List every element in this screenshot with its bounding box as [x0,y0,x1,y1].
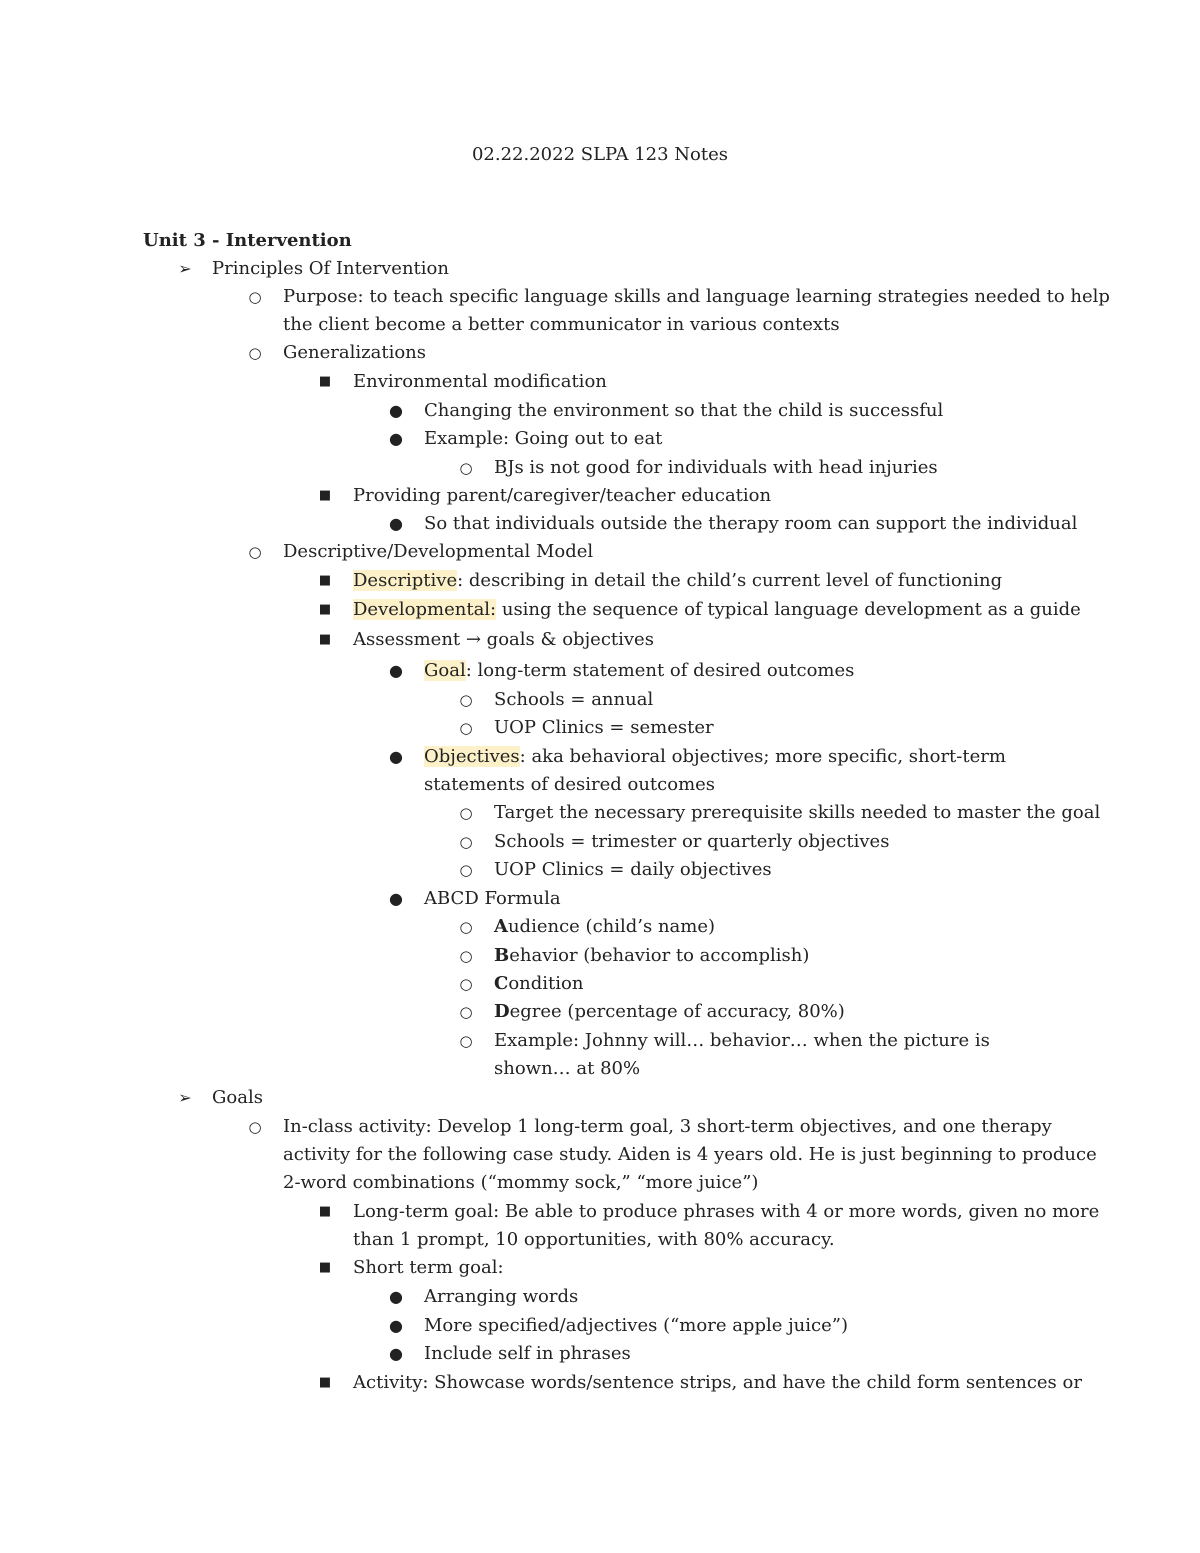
list-item-objectives-cont: statements of desired outcomes [424,774,716,795]
list-item-more-specified: More specified/adjectives (“more apple juice”) [424,1315,848,1336]
circle-bullet-icon: ○ [248,344,262,362]
dot-bullet-icon: ● [389,661,403,680]
list-item-so-that: So that individuals outside the therapy room can support the individual [424,513,1078,534]
dot-bullet-icon: ● [389,401,403,420]
list-item-env-mod: Environmental modification [353,371,607,392]
list-item-parent-ed: Providing parent/caregiver/teacher education [353,485,772,506]
list-item-goal [424,658,854,684]
list-item-developmental [353,597,1081,623]
highlighted-term: Objectives [424,746,520,767]
definition-text: using the sequence of typical language development as a guide [496,599,1081,620]
dot-bullet-icon: ● [389,747,403,766]
dot-bullet-icon: ● [389,889,403,908]
square-bullet-icon: ■ [318,602,332,617]
list-item-degree [494,999,845,1025]
square-bullet-icon: ■ [318,488,332,503]
square-bullet-icon: ■ [318,632,332,647]
list-item-arranging: Arranging words [424,1286,579,1307]
circle-bullet-icon: ○ [459,719,473,737]
circle-bullet-icon: ○ [248,288,262,306]
document-title: 02.22.2022 SLPA 123 Notes [471,144,729,165]
list-item-principles: Principles Of Intervention [212,258,449,279]
list-item-descriptive [353,568,1002,594]
list-item-example-johnny: Example: Johnny will… behavior… when the picture is [494,1030,990,1051]
list-item-purpose-cont: the client become a better communicator in various contexts [283,314,840,335]
unit-heading: Unit 3 - Intervention [143,230,352,251]
square-bullet-icon: ■ [318,1375,332,1390]
dot-bullet-icon: ● [389,514,403,533]
circle-bullet-icon: ○ [459,947,473,965]
list-item-short-term-goal: Short term goal: [353,1257,504,1278]
definition-text: : long-term statement of desired outcomes [465,660,855,681]
dot-bullet-icon: ● [389,1344,403,1363]
list-item-inclass: In-class activity: Develop 1 long-term goal, 3 short-term objectives, and one therapy [283,1116,1052,1137]
circle-bullet-icon: ○ [459,1032,473,1050]
list-item-example-johnny-cont: shown… at 80% [494,1058,641,1079]
list-item-bjs: BJs is not good for individuals with head injuries [494,457,938,478]
definition-text: : describing in detail the child’s current level of functioning [457,570,1003,591]
list-item-schools-trimester: Schools = trimester or quarterly objectives [494,831,890,852]
list-item-long-term-goal: Long-term goal: Be able to produce phrases with 4 or more words, given no more [353,1201,1100,1222]
list-item-changing-env: Changing the environment so that the child is successful [424,400,944,421]
list-item-uop-daily: UOP Clinics = daily objectives [494,859,772,880]
list-item-purpose: Purpose: to teach specific language skills and language learning strategies needed to help [283,286,1110,307]
definition-text: : aka behavioral objectives; more specific, short-term [519,746,1006,767]
list-item-inclass-cont: activity for the following case study. Aiden is 4 years old. He is just beginning to produce [283,1144,1097,1165]
list-item-inclass-cont: 2-word combinations (“mommy sock,” “more juice”) [283,1172,759,1193]
dot-bullet-icon: ● [389,1287,403,1306]
circle-bullet-icon: ○ [459,804,473,822]
circle-bullet-icon: ○ [459,459,473,477]
circle-bullet-icon: ○ [459,975,473,993]
list-item-schools-annual: Schools = annual [494,689,654,710]
arrow-bullet-icon: ➢ [178,259,192,278]
circle-bullet-icon: ○ [459,691,473,709]
arrow-bullet-icon: ➢ [178,1088,192,1107]
bold-letter: D [494,1001,510,1022]
list-item-behavior [494,943,809,969]
square-bullet-icon: ■ [318,374,332,389]
square-bullet-icon: ■ [318,1260,332,1275]
circle-bullet-icon: ○ [248,543,262,561]
list-item-audience [494,914,715,940]
bold-letter: A [494,916,508,937]
item-text: ondition [508,973,584,994]
list-item-uop-semester: UOP Clinics = semester [494,717,714,738]
highlighted-term: Descriptive [353,570,458,591]
dot-bullet-icon: ● [389,1316,403,1335]
circle-bullet-icon: ○ [459,918,473,936]
item-text: udience (child’s name) [507,916,716,937]
item-text: egree (percentage of accuracy, 80%) [509,1001,845,1022]
list-item-abcd: ABCD Formula [424,888,561,909]
list-item-assessment: Assessment → goals & objectives [353,629,654,650]
list-item-example-eat: Example: Going out to eat [424,428,663,449]
list-item-condition [494,971,583,997]
bold-letter: B [494,945,510,966]
list-item-generalizations: Generalizations [283,342,426,363]
highlighted-term: Developmental: [353,599,497,620]
square-bullet-icon: ■ [318,573,332,588]
list-item-long-term-goal-cont: than 1 prompt, 10 opportunities, with 80% accuracy. [353,1229,835,1250]
list-item-include-self: Include self in phrases [424,1343,631,1364]
dot-bullet-icon: ● [389,429,403,448]
square-bullet-icon: ■ [318,1204,332,1219]
list-item-model: Descriptive/Developmental Model [283,541,594,562]
bold-letter: C [494,973,509,994]
list-item-goals: Goals [212,1087,263,1108]
item-text: ehavior (behavior to accomplish) [509,945,810,966]
circle-bullet-icon: ○ [459,861,473,879]
list-item-activity: Activity: Showcase words/sentence strips, and have the child form sentences or [353,1372,1082,1393]
circle-bullet-icon: ○ [248,1118,262,1136]
circle-bullet-icon: ○ [459,1003,473,1021]
highlighted-term: Goal [424,660,466,681]
circle-bullet-icon: ○ [459,833,473,851]
list-item-target-prereq: Target the necessary prerequisite skills needed to master the goal [494,802,1101,823]
list-item-objectives [424,744,1006,770]
